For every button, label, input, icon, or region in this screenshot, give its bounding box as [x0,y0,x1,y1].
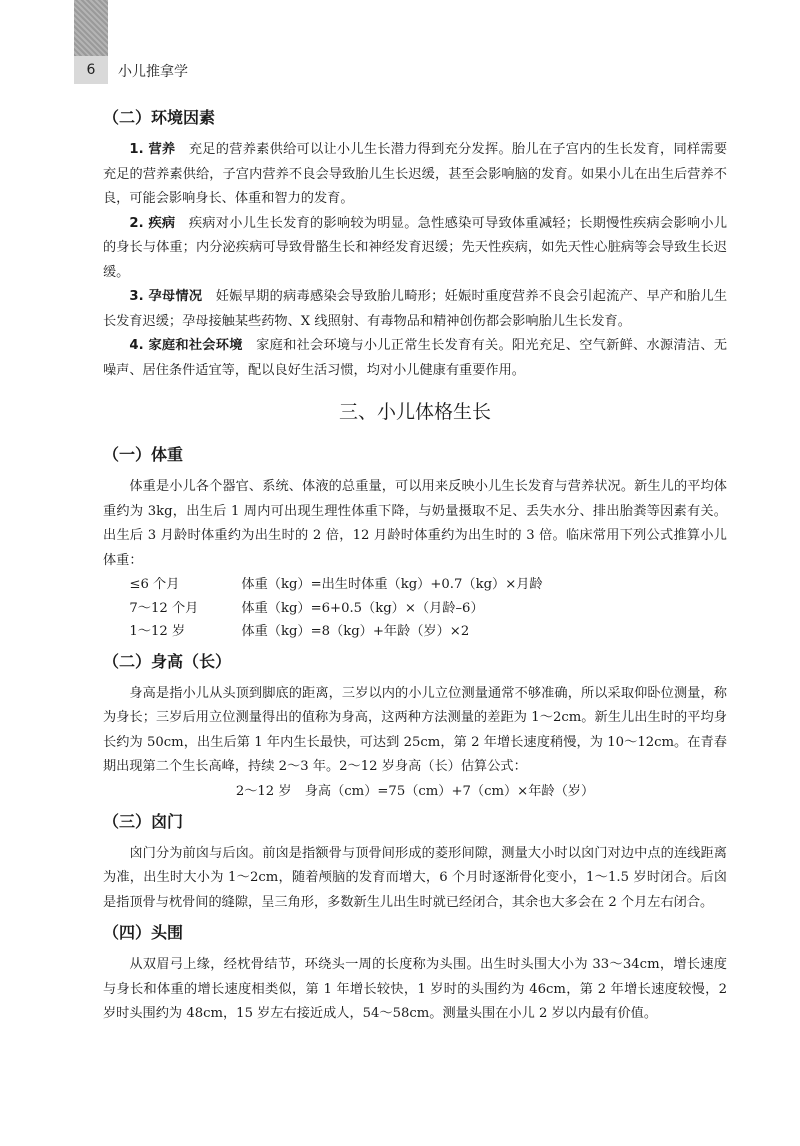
page-edge-tab [74,0,108,56]
para-fontanelle: 囟门分为前囟与后囟。前囟是指额骨与顶骨间形成的菱形间隙，测量大小时以囟门对边中点的连线距离为准，出生时大小为 1～2cm，随着颅脑的发育而增大，6 个月时逐渐骨化变小，1～1.5 岁时闭合。后囟是指顶骨与枕骨间的缝隙，呈三角形，多数新生儿出生时就已经闭合，其余也大多会在 2 个月左右闭合。 [103,845,727,910]
heading-environment: （二）环境因素 [103,108,216,127]
para-head-circumference: 从双眉弓上缘，经枕骨结节，环绕头一周的长度称为头围。出生时头围大小为 33～34cm，增长速度与身长和体重的增长速度相类似，第 1 年增长较快，1 岁时的头围约为 46cm，第 2 年增长速度较慢，2 岁时头围约为 48cm，15 岁左右接近成人，54～58cm。测量头围在小儿 2 岁以内最有价值。 [103,957,727,1021]
label-disease: 2. 疾病 [129,215,176,231]
formula-row [129,620,542,644]
formula-row [129,597,542,621]
para-weight: 体重是小儿各个器官、系统、体液的总重量，可以用来反映小儿生长发育与营养状况。新生儿的平均体重约为 3kg，出生后 1 周内可出现生理性体重下降，与奶量摄取不足、丢失水分、排出胎粪等因素有关。出生后 3 月龄时体重约为出生时的 2 倍，12 月龄时体重约为出生时的 3 倍。临床常用下列公式推算小儿体重： [103,479,727,568]
text-disease: 疾病对小儿生长发育的影响较为明显。急性感染可导致体重减轻；长期慢性疾病会影响小儿的身长与体重；内分泌疾病可导致骨骼生长和神经发育迟缓；先天性疾病，如先天性心脏病等会导致生长迟缓。 [103,215,728,280]
page-body [103,100,727,1027]
formula-age: 1～12 岁 [129,624,186,639]
page-header [74,56,726,84]
heading-height: （二）身高（长） [103,651,232,671]
formula-expr: 体重（kg）=8（kg）+年龄（岁）×2 [241,624,470,639]
text-maternal: 妊娠早期的病毒感染会导致胎儿畸形；妊娠时重度营养不良会引起流产、早产和胎儿生长发育迟缓；孕母接触某些药物、X 线照射、有毒物品和精神创伤都会影响胎儿生长发育。 [103,289,728,329]
formula-row [129,573,542,597]
label-nutrition: 1. 营养 [129,142,176,157]
page-number: 6 [74,56,108,84]
para-height: 身高是指小儿从头顶到脚底的距离，三岁以内的小儿立位测量通常不够准确，所以采取仰卧位测量，称为身长；三岁后用立位测量得出的值称为身高，这两种方法测量的差距为 1～2cm。新生儿出生时的平均身长约为 50cm，出生后第 1 年内生长最快，可达到 25cm，第 2 年增长速度稍慢，为 10～12cm。在青春期出现第二个生长高峰，持续 2～3 年。2～12 岁身高（长）估算公式： [103,685,727,774]
text-nutrition: 充足的营养素供给可以让小儿生长潜力得到充分发挥。胎儿在子宫内的生长发育，同样需要充足的营养素供给，子宫内营养不良会导致胎儿生长迟缓，甚至会影响脑的发育。如果小儿在出生后营养不良，可能会影响身长、体重和智力的发育。 [103,142,728,206]
weight-formula-table [129,573,542,644]
label-family-society: 4. 家庭和社会环境 [129,338,243,353]
formula-age: ≤6 个月 [129,577,180,592]
para-disease [103,212,727,286]
para-family-society [103,334,727,383]
book-title: 小儿推拿学 [118,64,188,80]
heading-weight: （一）体重 [103,445,184,464]
heading-fontanelle: （三）囟门 [103,811,184,831]
formula-age: 7～12 个月 [129,600,199,616]
text-family-society: 家庭和社会环境与小儿正常生长发育有关。阳光充足、空气新鲜、水源清洁、无噪声、居住条件适宜等，配以良好生活习惯，均对小儿健康有重要作用。 [103,338,728,378]
section-title: 三、小儿体格生长 [338,401,491,423]
label-maternal: 3. 孕母情况 [129,289,203,304]
para-maternal [103,285,727,334]
para-nutrition [103,138,727,212]
formula-expr: 体重（kg）=6+0.5（kg）×（月龄–6） [241,600,484,616]
formula-expr: 体重（kg）=出生时体重（kg）+0.7（kg）×月龄 [241,577,543,592]
height-formula: 2～12 岁 身高（cm）=75（cm）+7（cm）×年龄（岁） [235,783,595,799]
heading-head-circumference: （四）头围 [103,923,184,942]
